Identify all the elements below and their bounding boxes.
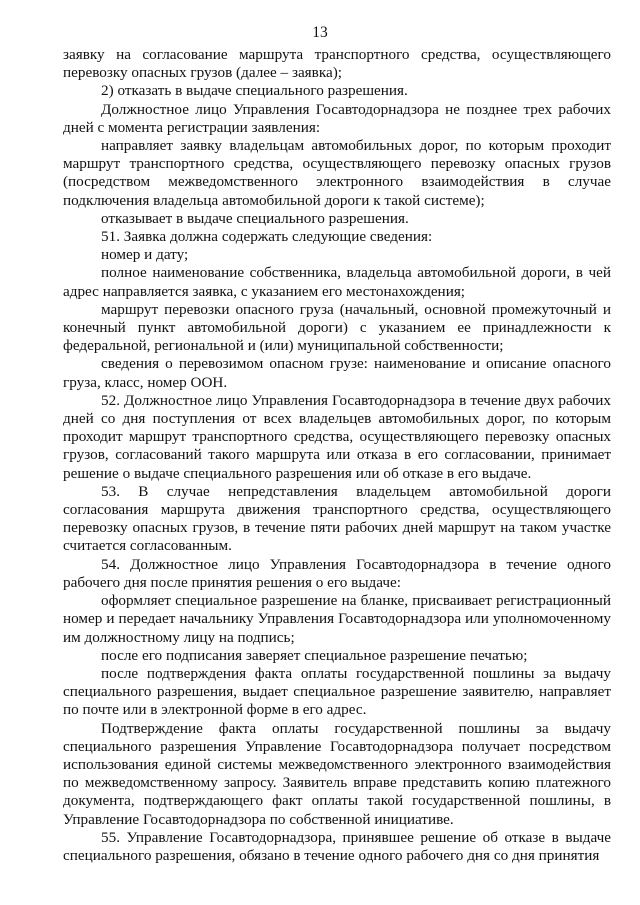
paragraph: после подтверждения факта оплаты государственной пошлины за выдачу специального разрешения, выдает специальное разрешение заявителю, направляет по почте или в электронной форме в его адрес.	[63, 664, 611, 719]
paragraph: 51. Заявка должна содержать следующие сведения:	[101, 228, 433, 246]
paragraph: сведения о перевозимом опасном грузе: наименование и описание опасного груза, класс, номер ООН.	[63, 355, 611, 391]
paragraph: 54. Должностное лицо Управления Госавтодорнадзора в течение одного рабочего дня после принятия решения о его выдаче:	[63, 555, 611, 591]
paragraph: после его подписания заверяет специальное разрешение печатью;	[101, 646, 528, 664]
paragraph: 2) отказать в выдаче специального разрешения.	[101, 82, 408, 100]
paragraph: отказывает в выдаче специального разрешения.	[101, 209, 409, 227]
paragraph: заявку на согласование маршрута транспортного средства, осуществляющего перевозку опасных грузов (далее – заявка);	[63, 46, 611, 82]
paragraph: номер и дату;	[101, 246, 189, 264]
paragraph: направляет заявку владельцам автомобильных дорог, по которым проходит маршрут транспортного средства, осуществляющего перевозку опасных грузов (посредством межведомственного электронного взаимодействия в случае подключения владельца автомобильной дороги к такой системе);	[63, 137, 611, 209]
paragraph: полное наименование собственника, владельца автомобильной дороги, в чей адрес направляется заявка, с указанием его местонахождения;	[63, 264, 611, 300]
paragraph: Должностное лицо Управления Госавтодорнадзора не позднее трех рабочих дней с момента регистрации заявления:	[63, 100, 611, 136]
paragraph: 52. Должностное лицо Управления Госавтодорнадзора в течение двух рабочих дней со дня поступления от всех владельцев автомобильных дорог, по которым проходит маршрут транспортного средства, осуществляющего перевозку опасных грузов, согласований такого маршрута или отказа в его согласовании, принимает решение о выдаче специального разрешения или об отказе в его выдаче.	[63, 391, 611, 482]
paragraph: 53. В случае непредставления владельцем автомобильной дороги согласования маршрута движения транспортного средства, осуществляющего перевозку опасных грузов, в течение пяти рабочих дней маршрут на таком участке считается согласованным.	[63, 482, 611, 555]
document-text	[63, 46, 611, 865]
paragraph: Подтверждение факта оплаты государственной пошлины за выдачу специального разрешения Управление Госавтодорнадзора получает посредством использования единой системы межведомственного электронного взаимодействия по межведомственному запросу. Заявитель вправе представить копию платежного документа, подтверждающего факт оплаты такой государственной пошлины, в Управление Госавтодорнадзора по собственной инициативе.	[63, 719, 611, 828]
paragraph: оформляет специальное разрешение на бланке, присваивает регистрационный номер и передает начальнику Управления Госавтодорнадзора или уполномоченному им должностному лицу на подпись;	[63, 592, 611, 646]
page-number: 13	[312, 24, 328, 41]
paragraph: 55. Управление Госавтодорнадзора, принявшее решение об отказе в выдаче специального разрешения, обязано в течение одного рабочего дня со дня принятия	[63, 828, 611, 864]
paragraph: маршрут перевозки опасного груза (начальный, основной промежуточный и конечный пункт автомобильной дороги) с указанием ее принадлежности к федеральной, региональной и (или) муниципальной собственности;	[63, 300, 611, 355]
